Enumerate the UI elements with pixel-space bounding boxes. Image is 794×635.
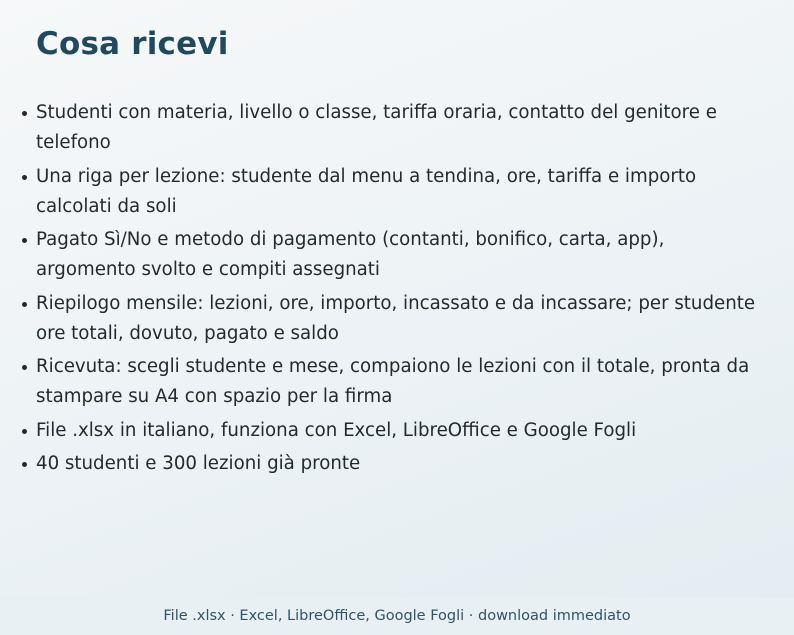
feature-item-lessons: Una riga per lezione: studente dal menu a tendina, ore, tariffa e importo calcolati da soli [36,162,764,222]
footer-text: File .xlsx · Excel, LibreOffice, Google Fogli · download immediato [163,608,631,624]
feature-item-students: Studenti con materia, livello o classe, tariffa oraria, contatto del genitore e telefono [36,98,764,158]
feature-item-file-format: File .xlsx in italiano, funziona con Excel, LibreOffice e Google Fogli [36,416,764,446]
footer-bar [0,597,794,635]
page-title: Cosa ricevi [36,26,229,62]
feature-item-monthly-summary: Riepilogo mensile: lezioni, ore, importo, incassato e da incassare; per studente ore totali, dovuto, pagato e saldo [36,289,764,349]
feature-item-payment: Pagato Sì/No e metodo di pagamento (contanti, bonifico, carta, app), argomento svolto e compiti assegnati [36,225,764,285]
feature-item-capacity: 40 studenti e 300 lezioni già pronte [36,449,764,479]
feature-item-receipt: Ricevuta: scegli studente e mese, compaiono le lezioni con il totale, pronta da stampare su A4 con spazio per la firma [36,352,764,412]
feature-list [36,98,764,483]
